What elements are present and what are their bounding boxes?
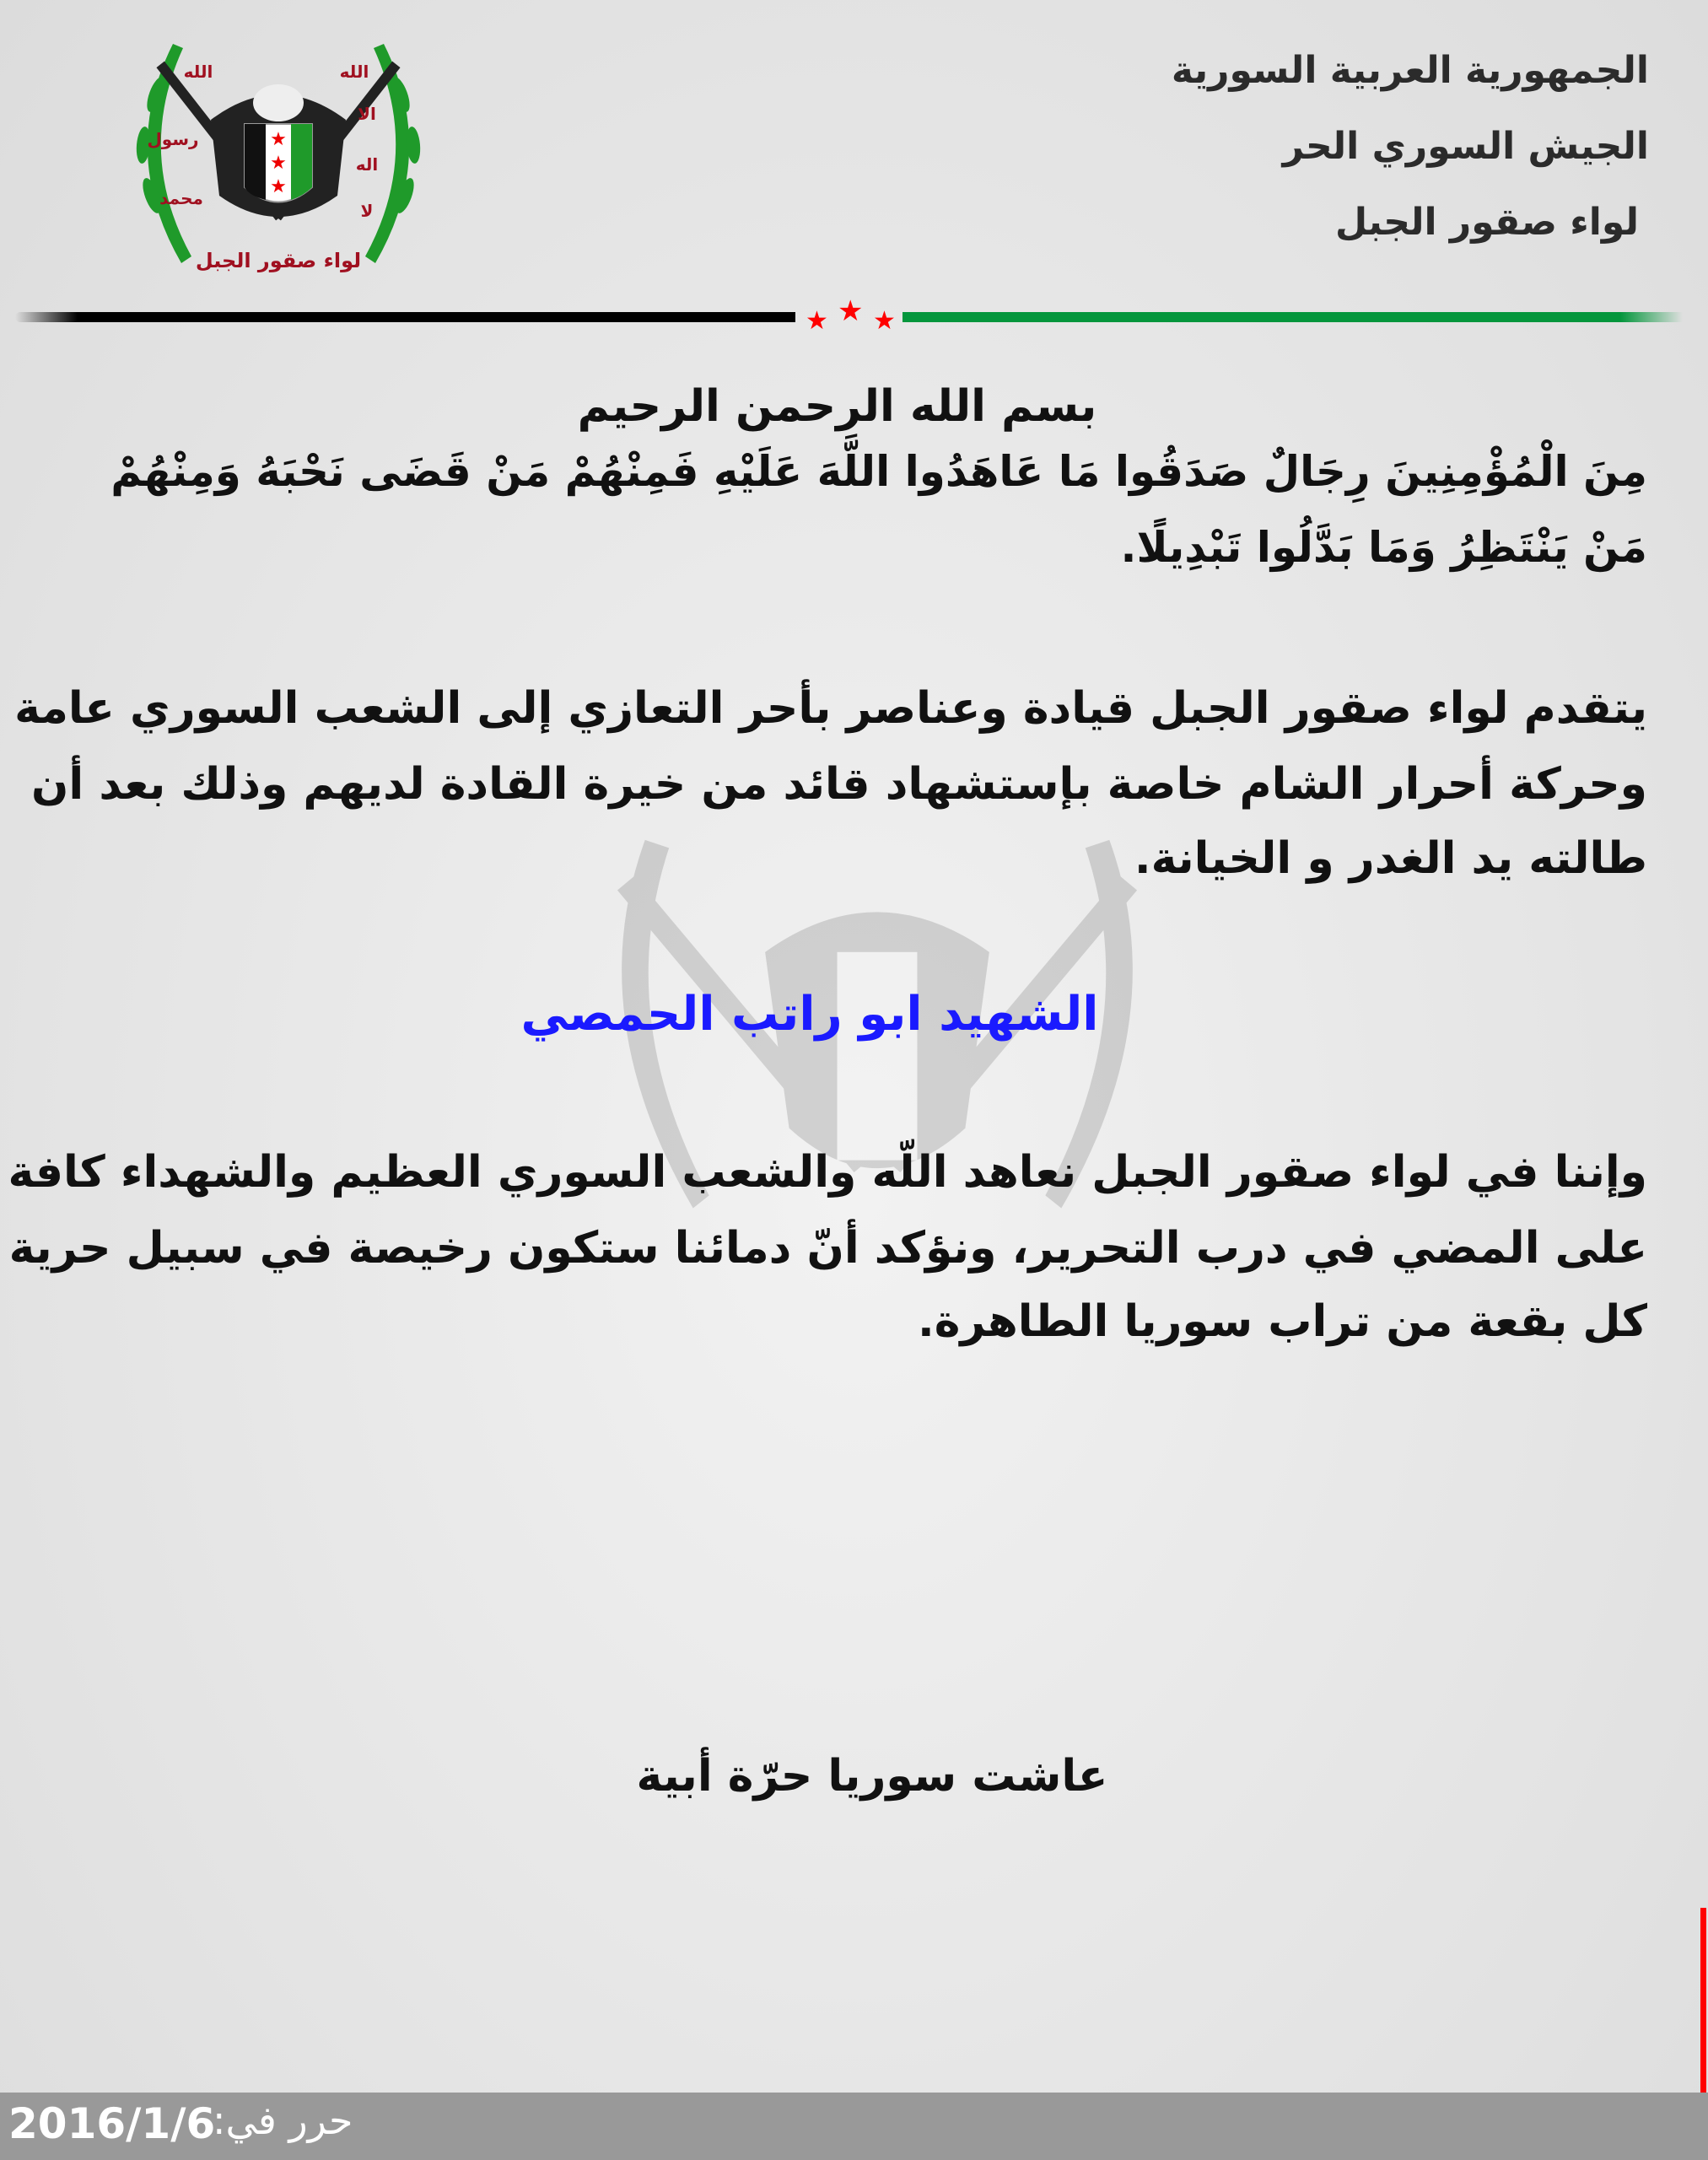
verse-line-2: مَنْ يَنْتَظِرُ وَمَا بَدَّلُوا تَبْدِيلًا. (1120, 523, 1647, 572)
svg-text:★: ★ (270, 153, 287, 174)
footer-bar (0, 2093, 1708, 2160)
header-brigade: لواء صقور الجبل (1335, 201, 1639, 244)
svg-text:الا: الا (358, 104, 376, 124)
svg-text:الله: الله (339, 62, 369, 82)
martyr-name: الشهيد ابو راتب الحمصي (520, 987, 1099, 1042)
brigade-logo (122, 27, 434, 276)
paragraph1-line-2: وحركة أحرار الشام خاصة بإستشهاد قائد من خيرة القادة لديهم وذلك بعد أن (31, 759, 1647, 810)
svg-text:★: ★ (270, 129, 287, 150)
basmala: بسم الله الرحمن الرحيم (577, 381, 1097, 432)
svg-text:الله: الله (183, 62, 213, 82)
header-army: الجيش السوري الحر (1282, 125, 1649, 168)
paragraph2-line-3: كل بقعة من تراب سوريا الطاهرة. (917, 1296, 1647, 1347)
svg-text:★: ★ (270, 176, 287, 197)
svg-text:محمد: محمد (159, 188, 203, 208)
svg-text:اله: اله (355, 154, 379, 175)
divider-green-segment (902, 312, 1683, 322)
footer-date: 2016/1/6 (8, 2099, 216, 2148)
svg-text:لا: لا (360, 201, 374, 221)
star-icon: ★ (806, 306, 828, 336)
footer-label: حرر في: (213, 2098, 353, 2143)
star-icon: ★ (873, 306, 896, 336)
flag-divider (15, 294, 1683, 336)
closing-slogan: عاشت سوريا حرّة أبية (636, 1751, 1108, 1802)
paragraph2-line-1: وإننا في لواء صقور الجبل نعاهد اللّه والشعب السوري العظيم والشهداء كافة (8, 1147, 1647, 1198)
star-icon: ★ (838, 294, 864, 328)
paragraph1-line-1: يتقدم لواء صقور الجبل قيادة وعناصر بأحر التعازي إلى الشعب السوري عامة (14, 683, 1647, 734)
divider-black-segment (15, 312, 795, 322)
svg-text:لواء صقور الجبل: لواء صقور الجبل (195, 249, 362, 272)
verse-line-1: مِنَ الْمُؤْمِنِينَ رِجَالٌ صَدَقُوا مَا عَاهَدُوا اللَّهَ عَلَيْهِ فَمِنْهُمْ مَنْ قَضَى نَحْبَهُ وَمِنْهُمْ (110, 447, 1647, 496)
paragraph1-line-3: طالته يد الغدر و الخيانة. (1134, 833, 1647, 884)
red-edge-bar (1700, 1908, 1706, 2093)
header-country: الجمهورية العربية السورية (1171, 49, 1649, 92)
paragraph2-line-2: على المضي في درب التحرير، ونؤكد أنّ دمائنا ستكون رخيصة في سبيل حرية (8, 1223, 1647, 1274)
svg-text:رسول: رسول (147, 129, 199, 149)
